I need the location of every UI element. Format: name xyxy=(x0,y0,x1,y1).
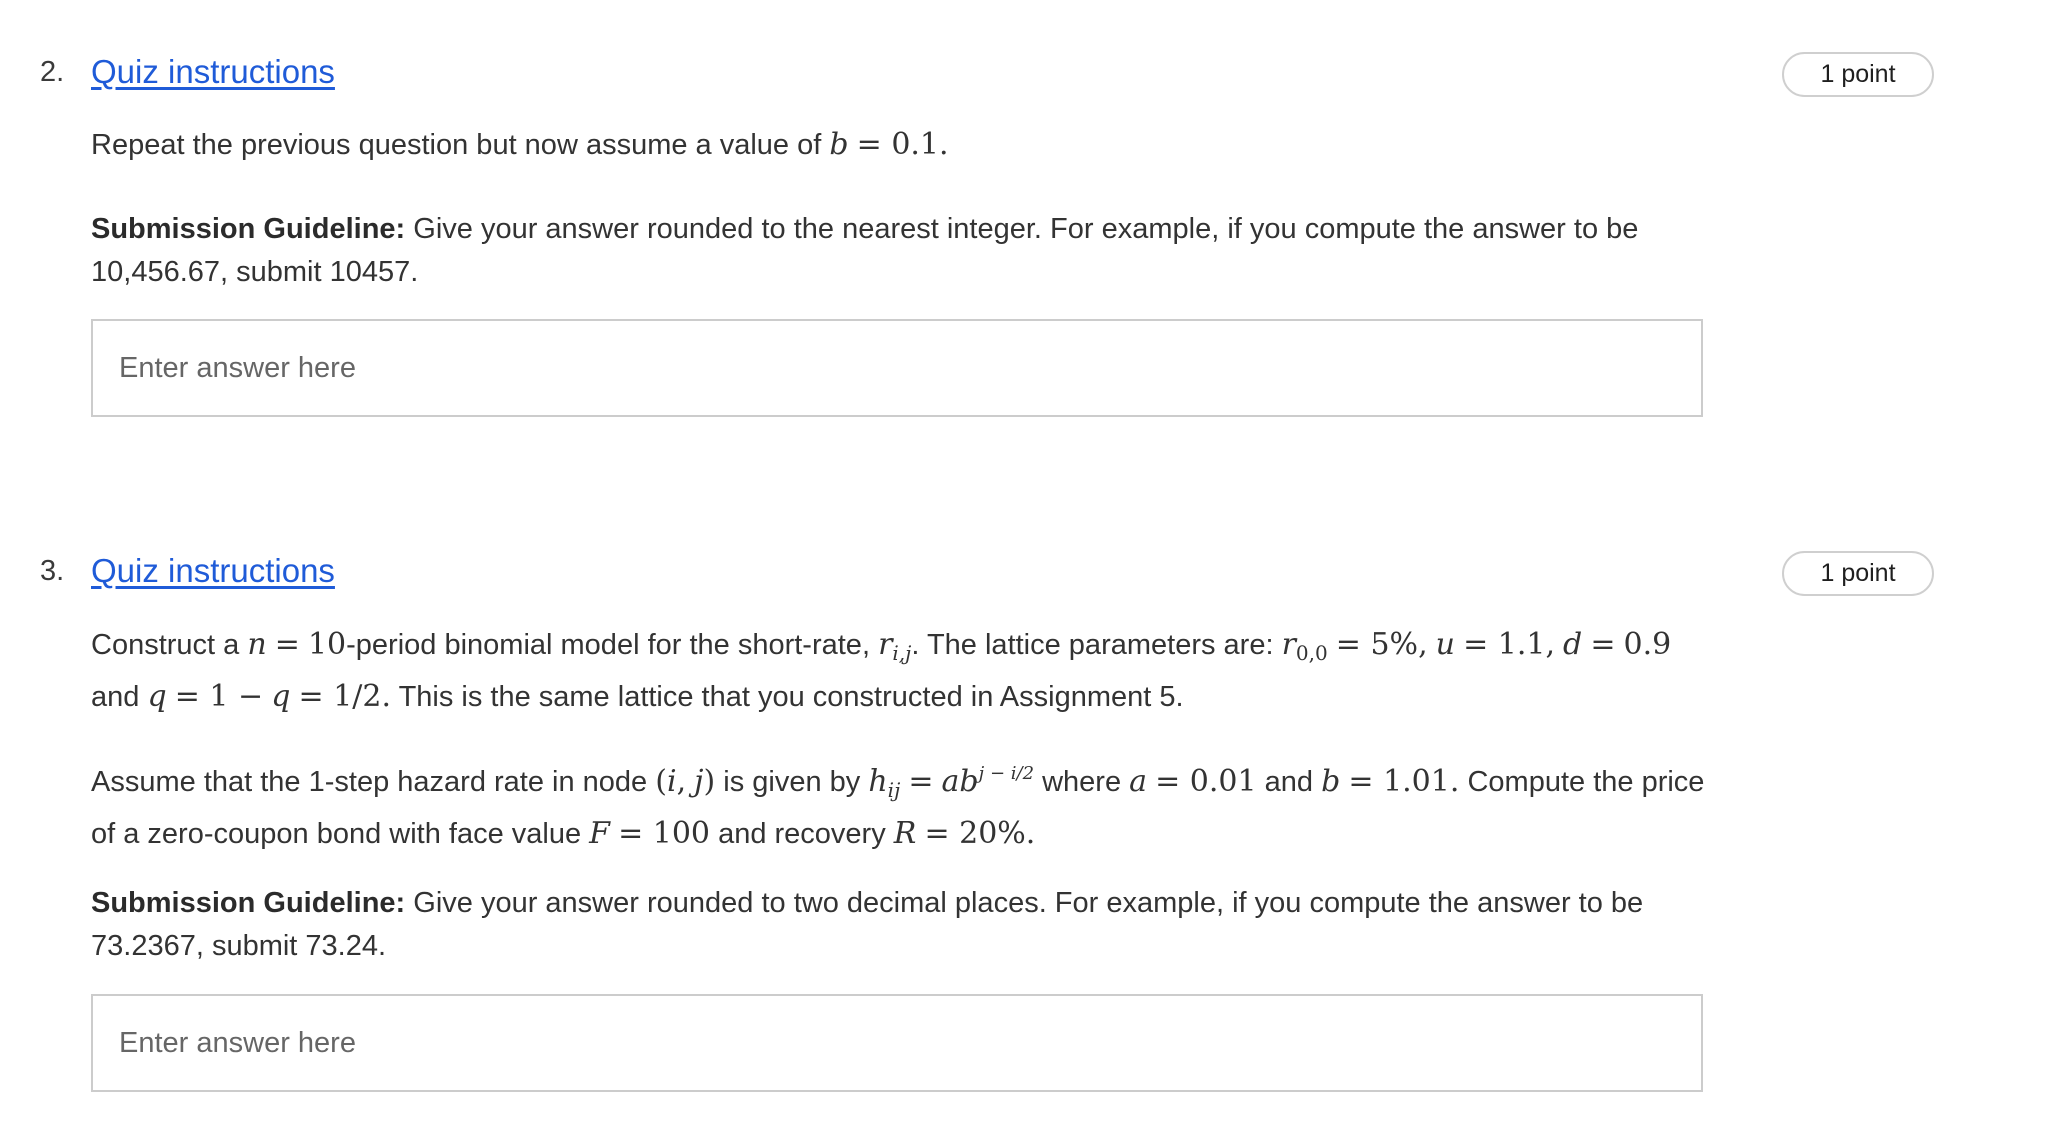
question-number: 2. xyxy=(40,56,65,88)
text: and recovery xyxy=(718,818,886,850)
math-expression: = 0.01 xyxy=(1155,764,1257,799)
text: Assume that the 1-step hazard rate in node xyxy=(91,766,648,798)
text: where xyxy=(1042,766,1122,798)
question-prompt xyxy=(91,123,1711,167)
text: and xyxy=(1264,766,1314,798)
answer-input[interactable] xyxy=(91,319,1703,417)
math-expression: = 1.01. xyxy=(1348,764,1460,799)
text: Compute the price of a zero-coupon bond with face value xyxy=(91,766,1705,850)
math-subscript: 0,0 xyxy=(1295,641,1328,665)
math-h: h xyxy=(868,764,888,799)
math-variable: b xyxy=(829,127,849,162)
answer-input[interactable] xyxy=(91,994,1703,1092)
math-q: q xyxy=(271,679,291,714)
text: is given by xyxy=(723,766,861,798)
math-subscript: i,j xyxy=(892,641,912,665)
math-expression: = 1/2. xyxy=(298,679,392,714)
math-equals: = xyxy=(274,627,300,662)
math-paren: ) xyxy=(703,764,716,799)
math-expression: = 1 − xyxy=(174,679,264,714)
math-n: n xyxy=(247,627,267,662)
prompt-text: Repeat the previous question but now assume a value of xyxy=(91,129,822,161)
math-b: b xyxy=(1321,764,1341,799)
text: Construct a xyxy=(91,629,240,661)
guideline-text: Give your answer rounded to the nearest integer. For example, if you compute the answer to be 10,456.67, submit 10457. xyxy=(91,213,1639,288)
guideline-text: Give your answer rounded to two decimal places. For example, if you compute the answer to be 73.2367, submit 73.24. xyxy=(91,887,1644,962)
text: -period binomial model for the short-rate, xyxy=(346,629,870,661)
question-body-hazard xyxy=(91,752,1711,856)
math-equals: = xyxy=(1590,627,1616,662)
math-a: a xyxy=(1129,764,1148,799)
math-exponent: j − i/2 xyxy=(978,763,1035,784)
quiz-instructions-link[interactable]: Quiz instructions xyxy=(91,552,335,589)
math-i: i xyxy=(666,764,677,799)
math-paren: ( xyxy=(655,764,667,799)
math-expression: = 1.1, xyxy=(1463,627,1555,662)
submission-guideline xyxy=(91,208,1711,294)
math-j: j xyxy=(694,764,704,799)
math-comma: , xyxy=(676,764,687,799)
math-R: R xyxy=(893,816,917,851)
guideline-label: Submission Guideline: xyxy=(91,213,406,245)
math-value: 0.9 xyxy=(1623,627,1672,662)
math-r00: r xyxy=(1281,627,1296,662)
question-body-lattice xyxy=(91,623,1711,719)
text: This is the same lattice that you constructed in Assignment 5. xyxy=(398,681,1184,713)
submission-guideline xyxy=(91,882,1711,968)
quiz-instructions-link[interactable]: Quiz instructions xyxy=(91,53,335,90)
math-q: q xyxy=(147,679,167,714)
math-r: r xyxy=(878,627,893,662)
guideline-label: Submission Guideline: xyxy=(91,887,406,919)
points-badge: 1 point xyxy=(1782,551,1934,596)
math-expression: = 20%. xyxy=(924,816,1036,851)
math-subscript: ij xyxy=(887,778,901,802)
math-equals: = xyxy=(908,764,934,799)
text: and xyxy=(91,681,140,713)
math-d: d xyxy=(1563,627,1583,662)
math-expression: = 5%, xyxy=(1335,627,1428,662)
math-expression: = 100 xyxy=(618,816,710,851)
math-expression: = 0.1. xyxy=(856,127,949,162)
question-number: 3. xyxy=(40,555,65,587)
math-u: u xyxy=(1435,627,1455,662)
math-F: F xyxy=(589,816,610,851)
math-ab: ab xyxy=(941,764,979,799)
text: . The lattice parameters are: xyxy=(911,629,1274,661)
points-badge: 1 point xyxy=(1782,52,1934,97)
math-ten: 10 xyxy=(307,627,347,662)
